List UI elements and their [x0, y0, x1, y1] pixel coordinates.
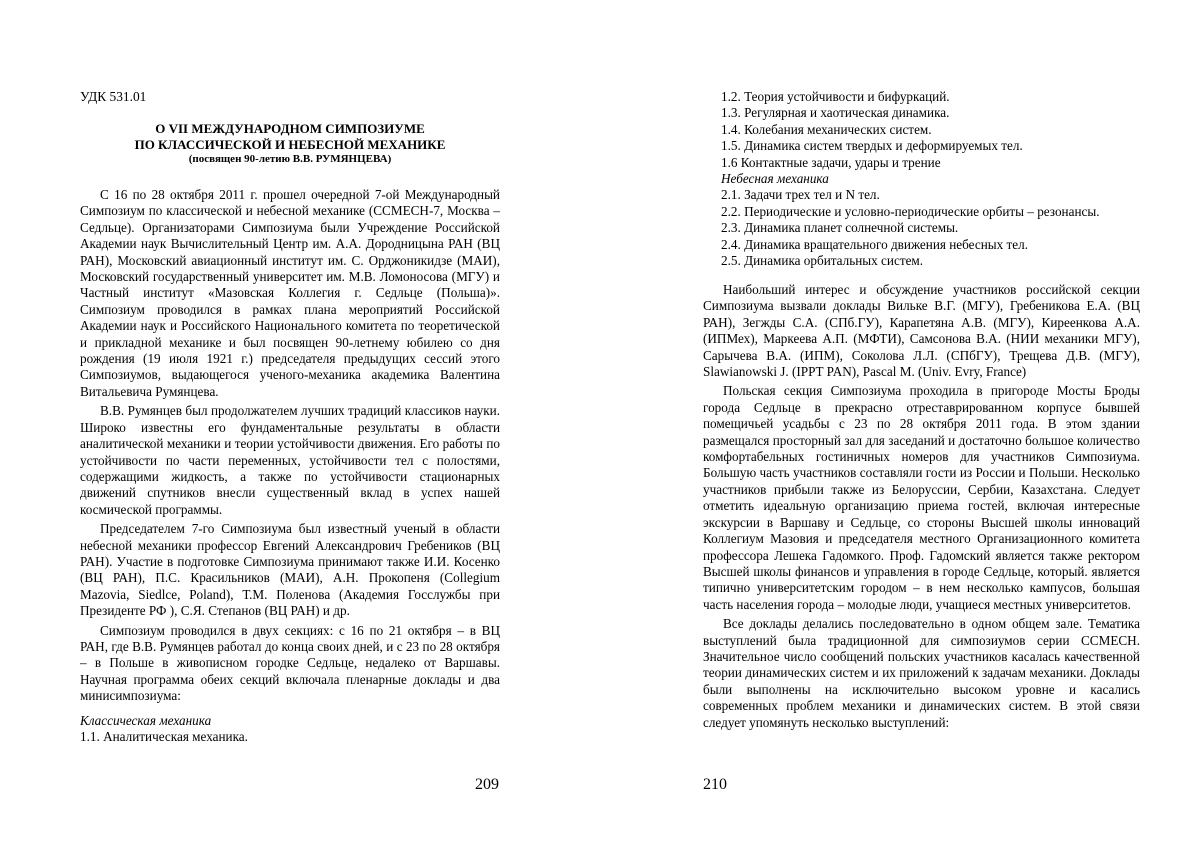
paragraph: Наибольший интерес и обсуждение участников российской секции Симпозиума вызвали доклады Вильке В.Г. (МГУ), Гребеникова Е.А. (ВЦ РАН), Зегжды С.А. (СПб.ГУ), Карапетяна А.В. (МГУ), Киреенкова А.А. (ИПМех), Маркеева А.П. (МФТИ), Самсонова В.А. (НИИ механики МГУ), Сарычева В.А. (ИПМ), Соколова Л.Л. (СПбГУ), Трещева Д.В. (МГУ), Slawianowski J. (IPPT PAN), Pascal M. (Univ. Evry, France) — [703, 282, 1140, 380]
paragraph: В.В. Румянцев был продолжателем лучших традиций классиков науки. Широко известны его фундаментальные результаты в области аналитической механики и теории устойчивости движения. Его работы по устойчивости по части переменных, устойчивости тел с полостями, содержащими жидкость, а также по устойчивости стационарных движений спутников внесли существенный вклад в успех нашей космической программы. — [80, 403, 500, 517]
left-body-text — [80, 187, 500, 705]
paragraph: Председателем 7-го Симпозиума был известный ученый в области небесной механики профессор Евгений Александрович Гребеников (ВЦ РАН). Участие в подготовке Симпозиума принимают также И.И. Косенко (ВЦ РАН), П.С. Красильников (МАИ), А.Н. Прокопеня (Collegium Mazovia, Siedlce, Poland), Т.М. Поленова (Академия Госслужбы при Президенте РФ ), С.Я. Степанов (ВЦ РАН) и др. — [80, 521, 500, 619]
paragraph: Симпозиум проводился в двух секциях: с 16 по 21 октября – в ВЦ РАН, где В.В. Румянцев работал до конца своих дней, и с 23 по 28 октября – в Польше в живописном городке Седльце, недалеко от Варшавы. Научная программа обеих секций включала пленарные доклады и два минисимпозиума: — [80, 622, 500, 704]
list-item: 2.5. Динамика орбитальных систем. — [721, 253, 924, 269]
right-page — [703, 0, 1140, 848]
title-subtitle: (посвящен 90-летию В.В. РУМЯНЦЕВА) — [188, 153, 392, 166]
paragraph: С 16 по 28 октября 2011 г. прошел очередной 7-ой Международный Симпозиум по классической и небесной механике (ССМЕСН-7, Москва – Седльце). Организаторами Симпозиума были Учреждение Российской Академии наук Вычислительный Центр им. А.А. Дородницына РАН (ВЦ РАН), Московский авиационный институт им. С. Орджоникидзе (МАИ), Московский государственный университет им. М.В. Ломоносова (МГУ) и Частный институт «Мазовская Коллегия г. Седльце (Польша)». Симпозиум проводился в рамках плана мероприятий Российской Академии наук и Российского Национального комитета по теоретической и прикладной механике и был посвящен 90-летнему юбилею со дня рождения (19 июля 1921 г.) председателя предыдущих сессий этого Симпозиумов, выдающегося ученого-механика академика Валентина Витальевича Румянцева. — [80, 187, 500, 399]
list-item: 1.4. Колебания механических систем. — [721, 121, 932, 137]
udk-code: УДК 531.01 — [80, 89, 147, 104]
list-item: 2.3. Динамика планет солнечной системы. — [721, 220, 959, 236]
left-page — [80, 0, 500, 848]
section-heading: Небесная механика — [721, 171, 829, 187]
page-number: 209 — [475, 776, 499, 793]
list-item: 1.3. Регулярная и хаотическая динамика. — [721, 105, 950, 121]
paragraph: Польская секция Симпозиума проходила в пригороде Мосты Броды города Седльце в прекрасно отреставрированном корпусе бывшей помещичьей усадьбы с 23 по 28 октября 2011 года. В этом здании размещался просторный зал для заседаний и достаточно большое количество комфортабельных гостиничных номеров для участников Симпозиума. Большую часть участников составляли гости из России и Польши. Несколько участников прибыли также из Белоруссии, Сербии, Казахстана. Следует отметить идеальную организацию приема гостей, включая интересные экскурсии в Варшаву и Седльце, со стороны Высшей школы инноваций Коллегиум Мазовия и председателя местного Организационного комитета профессора Лешека Гадомкого. Проф. Гадомский является также ректором Высшей школы финансов и управления в городе Седльце, который. является типично университетским городом – в нем несколько кампусов, большая часть населения города – молодые люди, учащиеся местных университетов. — [703, 383, 1140, 612]
list-item: 2.4. Динамика вращательного движения небесных тел. — [721, 236, 1029, 252]
list-item: 1.6 Контактные задачи, удары и трение — [721, 154, 941, 170]
article-title — [80, 121, 500, 166]
right-body-text — [703, 282, 1140, 731]
page-number: 210 — [703, 776, 727, 793]
paragraph: Все доклады делались последовательно в одном общем зале. Тематика выступлений была традиционной для симпозиумов серии ССМЕСН. Значительное число сообщений польских участников касалась качественной теории динамических систем и их приложений к задачам механики. Доклады были выполнены на исключительно высоком уровне и касались современных проблем механики и динамических систем. В этой связи следует упомянуть несколько выступлений: — [703, 616, 1140, 730]
list-item: 2.2. Периодические и условно-периодические орбиты – резонансы. — [721, 203, 1100, 219]
section-list-continued — [721, 89, 1141, 269]
list-item: 2.1. Задачи трех тел и N тел. — [721, 187, 880, 203]
section-list-classical — [80, 713, 248, 746]
list-item: 1.2. Теория устойчивости и бифуркаций. — [721, 89, 950, 104]
list-item: 1.5. Динамика систем твердых и деформируемых тел. — [721, 138, 1023, 154]
section-heading: Классическая механика — [80, 713, 212, 728]
title-line: О VII МЕЖДУНАРОДНОМ СИМПОЗИУМЕ — [155, 121, 425, 136]
title-line: ПО КЛАССИЧЕСКОЙ И НЕБЕСНОЙ МЕХАНИКЕ — [134, 136, 446, 152]
list-item: 1.1. Аналитическая механика. — [80, 729, 248, 745]
